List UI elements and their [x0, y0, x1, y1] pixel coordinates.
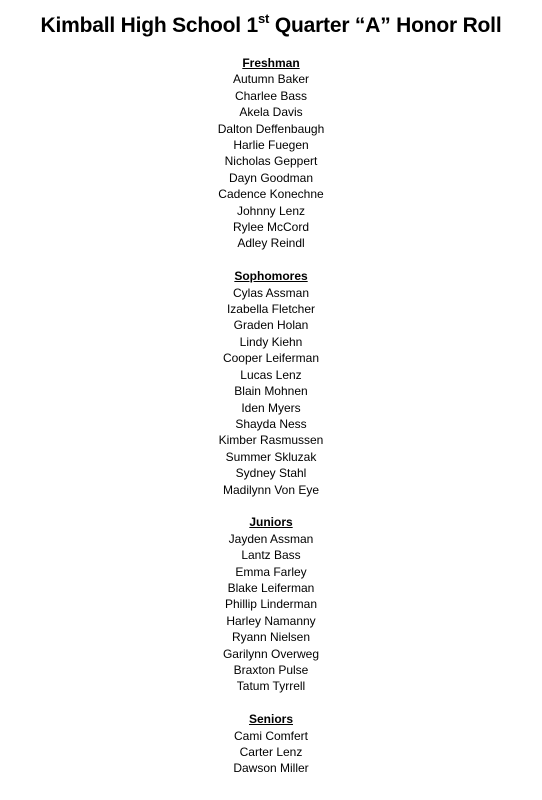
name-list: [0, 71, 542, 251]
student-name: Lindy Kiehn: [239, 334, 303, 349]
student-name: Braxton Pulse: [233, 663, 309, 677]
student-name: Cylas Assman: [232, 285, 310, 300]
student-name: Lucas Lenz: [240, 367, 302, 382]
student-name: Garilynn Overweg: [222, 646, 320, 661]
student-name: Sydney Stahl: [235, 466, 307, 481]
student-name: Dalton Deffenbaugh: [217, 121, 325, 136]
section-heading: Sophomores: [234, 269, 308, 284]
student-name: Iden Myers: [241, 400, 301, 415]
page-title: [0, 12, 542, 40]
student-name: Madilynn Von Eye: [222, 482, 320, 497]
student-name: Ryann Nielsen: [231, 630, 311, 645]
student-name: Emma Farley: [235, 564, 307, 579]
section-freshman: [0, 55, 542, 252]
student-name: Tatum Tyrrell: [236, 679, 306, 694]
student-name: Kimber Rasmussen: [218, 433, 324, 448]
student-name: Cooper Leiferman: [222, 351, 320, 366]
student-name: Nicholas Geppert: [224, 154, 318, 169]
student-name: Lantz Bass: [241, 548, 301, 563]
student-name: Dawson Miller: [233, 761, 309, 776]
student-name: Cadence Konechne: [218, 187, 324, 202]
student-name: Dayn Goodman: [228, 170, 314, 185]
title-superscript: st: [258, 11, 270, 26]
student-name: Phillip Linderman: [224, 597, 318, 612]
student-name: Rylee McCord: [232, 220, 310, 235]
name-list: [0, 285, 542, 498]
title-suffix: Quarter “A” Honor Roll: [269, 14, 502, 37]
student-name: Shayda Ness: [235, 416, 307, 431]
student-name: Autumn Baker: [232, 72, 310, 87]
student-name: Harley Namanny: [226, 613, 316, 628]
section-heading: Freshman: [242, 56, 300, 70]
honor-roll-list: [0, 55, 542, 793]
section-sophomores: [0, 268, 542, 498]
student-name: Akela Davis: [239, 105, 303, 120]
section-heading: Seniors: [248, 712, 293, 727]
name-list: [0, 531, 542, 695]
section-juniors: [0, 514, 542, 694]
student-name: Blain Mohnen: [234, 384, 308, 399]
student-name: Cami Comfert: [233, 728, 308, 743]
student-name: Jayden Assman: [228, 531, 314, 546]
title-prefix: Kimball High School 1: [40, 14, 259, 37]
student-name: Summer Skluzak: [225, 449, 317, 464]
student-name: Johnny Lenz: [236, 203, 306, 218]
student-name: Blake Leiferman: [227, 580, 315, 595]
student-name: Carter Lenz: [239, 745, 303, 760]
student-name: Adley Reindl: [237, 236, 305, 251]
student-name: Izabella Fletcher: [226, 302, 316, 317]
section-heading: Juniors: [249, 515, 293, 530]
student-name: Harlie Fuegen: [233, 138, 309, 153]
student-name: Charlee Bass: [234, 88, 308, 103]
student-name: Graden Holan: [233, 318, 309, 333]
name-list: [0, 728, 542, 777]
section-seniors: [0, 711, 542, 777]
